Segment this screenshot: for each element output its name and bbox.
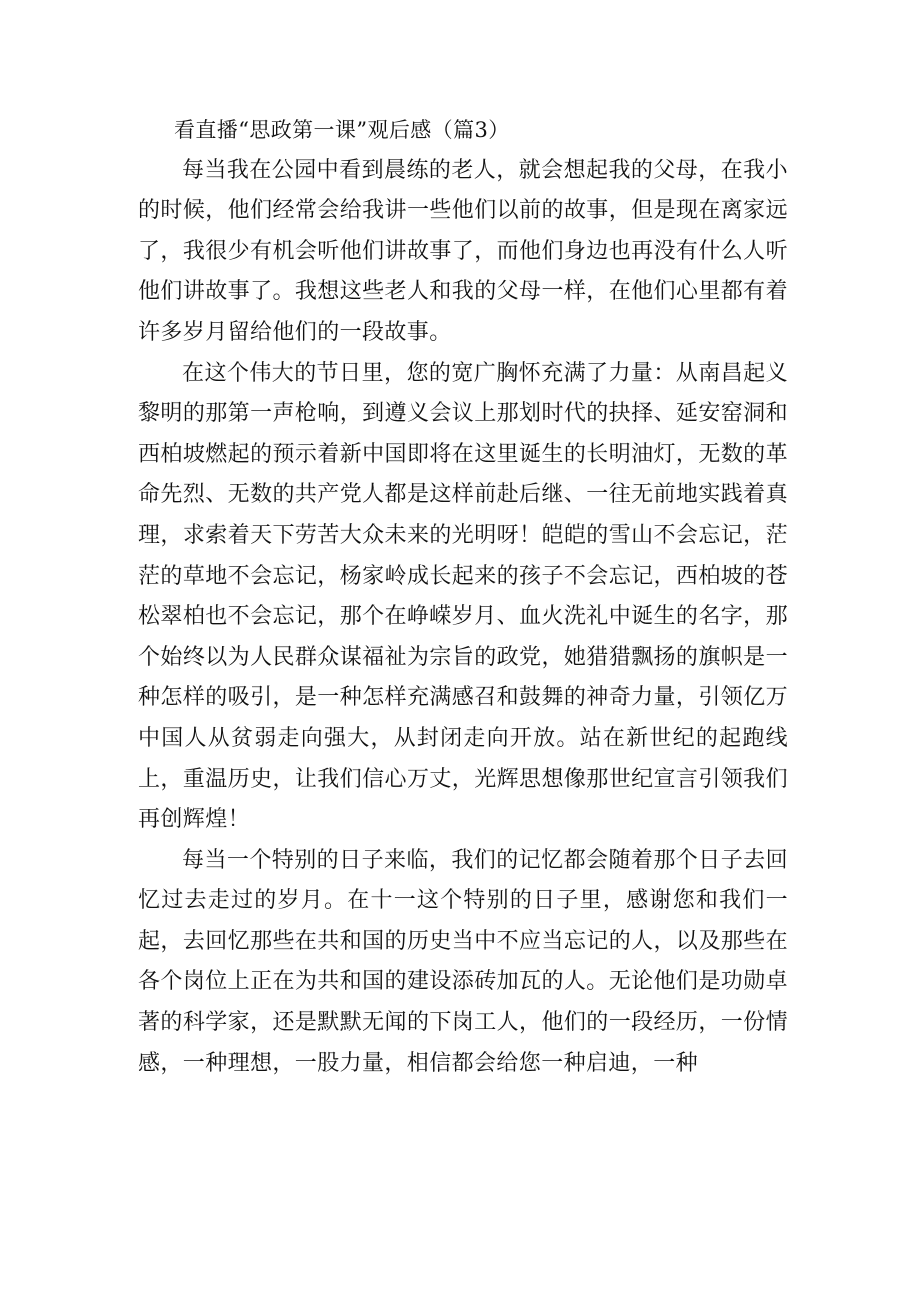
paragraph-3: 每当一个特别的日子来临，我们的记忆都会随着那个日子去回忆过去走过的岁月。在十一这个特别的日子里，感谢您和我们一起，去回忆那些在共和国的历史当中不应当忘记的人，以及那些在各个岗位上正在为共和国的建设添砖加瓦的人。无论他们是功勋卓著的科学家，还是默默无闻的下岗工人，他们的一段经历，一份情感，一种理想，一股力量，相信都会给您一种启迪，一种 [138, 847, 788, 1076]
paragraph-1: 每当我在公园中看到晨练的老人，就会想起我的父母，在我小的时候，他们经常会给我讲一些他们以前的故事，但是现在离家远了，我很少有机会听他们讲故事了，而他们身边也再没有什么人听他们讲故事了。我想这些老人和我的父母一样，在他们心里都有着许多岁月留给他们的一段故事。 [138, 157, 788, 345]
paragraph-2: 在这个伟大的节日里，您的宽广胸怀充满了力量：从南昌起义黎明的那第一声枪响，到遵义会议上那划时代的抉择、延安窑洞和西柏坡燃起的预示着新中国即将在这里诞生的长明油灯，无数的革命先烈、无数的共产党人都是这样前赴后继、一往无前地实践着真理，求索着天下劳苦大众未来的光明呀！皑皑的雪山不会忘记，茫茫的草地不会忘记，杨家岭成长起来的孩子不会忘记，西柏坡的苍松翠柏也不会忘记，那个在峥嵘岁月、血火洗礼中诞生的名字，那个始终以为人民群众谋福祉为宗旨的政党，她猎猎飘扬的旗帜是一种怎样的吸引，是一种怎样充满感召和鼓舞的神奇力量，引领亿万中国人从贫弱走向强大，从封闭走向开放。站在新世纪的起跑线上，重温历史，让我们信心万丈，光辉思想像那世纪宣言引领我们再创辉煌！ [138, 360, 788, 833]
document-body [138, 110, 788, 1084]
document-title: 看直播“思政第一课”观后感（篇3） [174, 118, 510, 142]
